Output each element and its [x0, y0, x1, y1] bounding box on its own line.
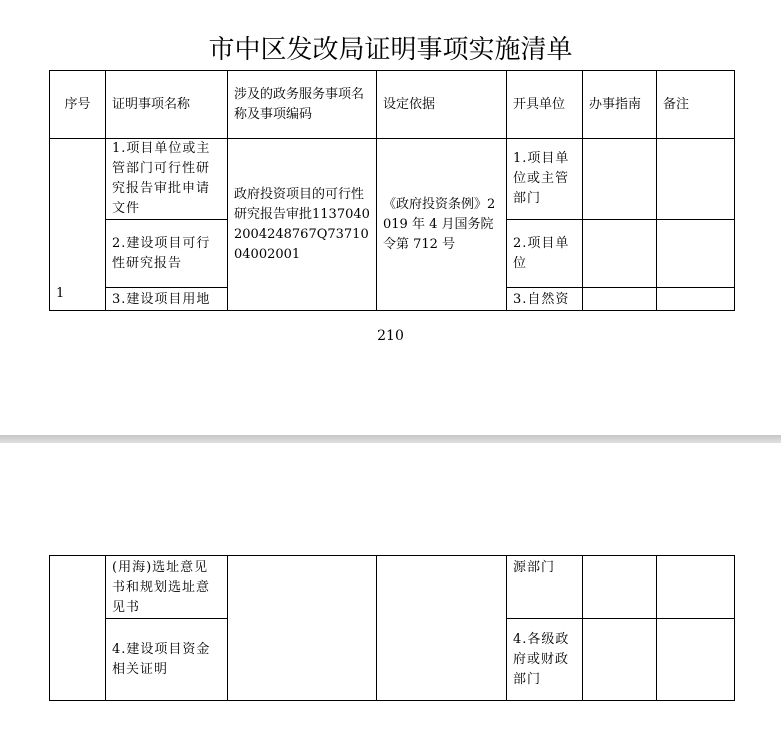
issuer-2: 2.项目单位: [507, 220, 583, 288]
header-basis: 设定依据: [377, 71, 507, 139]
note-cell-4: [657, 556, 735, 619]
row-seq: 1: [50, 139, 106, 311]
page-title: 市中区发改局证明事项实施清单: [208, 35, 573, 65]
guide-cell-3: [583, 288, 657, 311]
header-guide: 办事指南: [583, 71, 657, 139]
item-name-3-continued: (用海)选址意见书和规划选址意见书: [106, 556, 228, 619]
table-row: [50, 556, 735, 619]
legal-basis: 《政府投资条例》2019 年 4 月国务院令第 712 号: [377, 139, 507, 311]
note-cell-2: [657, 220, 735, 288]
page-number: 210: [377, 328, 404, 344]
top-table: [49, 70, 735, 311]
issuer-3-continued: 源部门: [507, 556, 583, 619]
header-name: 证明事项名称: [106, 71, 228, 139]
header-note: 备注: [657, 71, 735, 139]
service-item-continued: [228, 556, 377, 701]
guide-cell-1: [583, 139, 657, 220]
issuer-3: 3.自然资: [507, 288, 583, 311]
note-cell-1: [657, 139, 735, 220]
page-divider: [0, 435, 781, 443]
guide-cell-4: [583, 556, 657, 619]
header-issuer: 开具单位: [507, 71, 583, 139]
item-name-1: 1.项目单位或主管部门可行性研究报告审批申请文件: [106, 139, 228, 220]
issuer-1: 1.项目单位或主管部门: [507, 139, 583, 220]
guide-cell-2: [583, 220, 657, 288]
note-cell-3: [657, 288, 735, 311]
item-name-3: 3.建设项目用地: [106, 288, 228, 311]
header-seq: 序号: [50, 71, 106, 139]
legal-basis-continued: [377, 556, 507, 701]
item-name-2: 2.建设项目可行性研究报告: [106, 220, 228, 288]
issuer-4: 4.各级政府或财政部门: [507, 619, 583, 701]
row-seq-continued: [50, 556, 106, 701]
item-name-4: 4.建设项目资金相关证明: [106, 619, 228, 701]
header-service: 涉及的政务服务事项名称及事项编码: [228, 71, 377, 139]
header-row: [50, 71, 735, 139]
continued-table: [49, 555, 735, 701]
note-cell-5: [657, 619, 735, 701]
service-item: 政府投资项目的可行性研究报告审批11370402004248767Q7371004002001: [228, 139, 377, 311]
table-row: [50, 139, 735, 220]
guide-cell-5: [583, 619, 657, 701]
